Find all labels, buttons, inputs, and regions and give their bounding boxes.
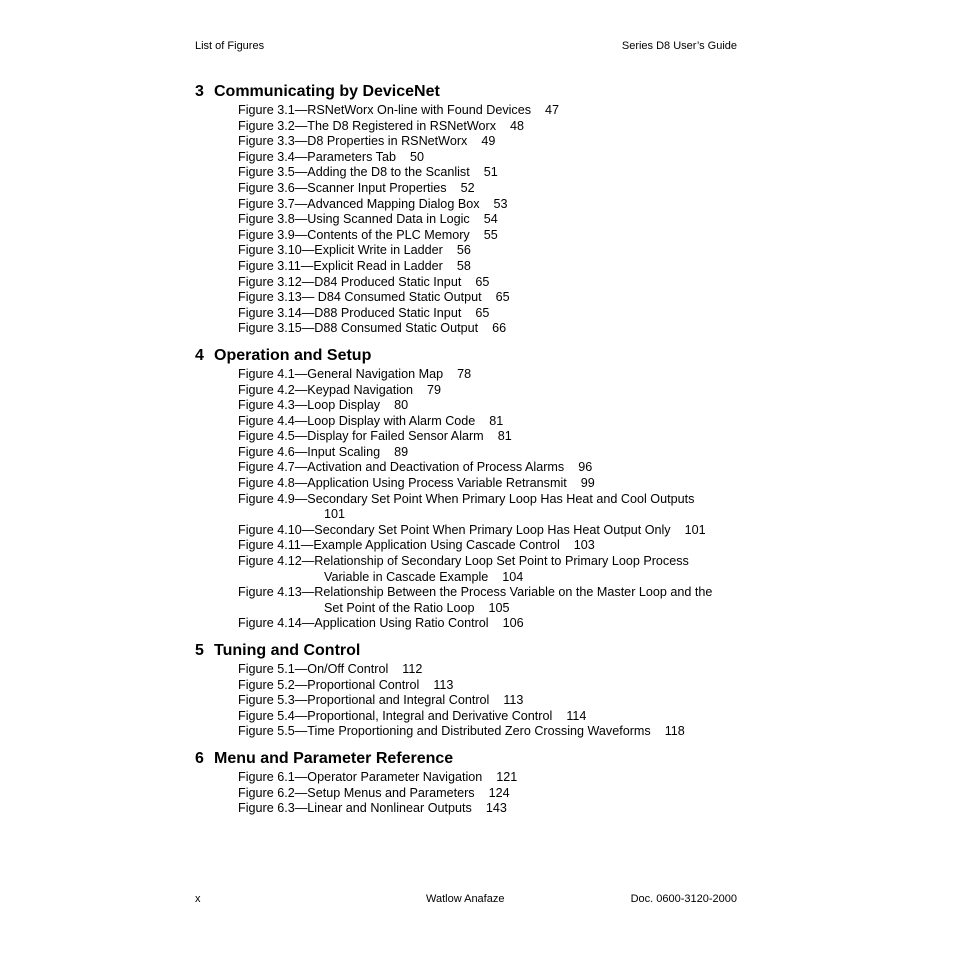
figure-page-number: 58 <box>456 258 471 273</box>
figure-entry[interactable] <box>195 414 755 430</box>
figure-title: Figure 6.3—Linear and Nonlinear Outputs <box>238 801 472 816</box>
figure-title: Figure 4.5—Display for Failed Sensor Alarm <box>238 429 484 444</box>
figure-entry[interactable] <box>195 197 755 213</box>
figure-page-number: 143 <box>485 801 507 816</box>
figure-entry[interactable] <box>195 228 755 244</box>
figure-title: Figure 4.13—Relationship Between the Process Variable on the Master Loop and the <box>238 585 713 600</box>
figure-page-number: 101 <box>324 507 346 522</box>
figure-entry[interactable] <box>195 492 755 523</box>
figure-entry[interactable] <box>195 275 755 291</box>
figure-title: Figure 3.8—Using Scanned Data in Logic <box>238 212 470 227</box>
figure-entry[interactable] <box>195 786 755 802</box>
figure-page-number: 104 <box>502 569 524 584</box>
figure-entry[interactable] <box>195 476 755 492</box>
figure-title: Figure 4.7—Activation and Deactivation of Process Alarms <box>238 460 565 475</box>
figure-entry[interactable] <box>195 367 755 383</box>
figure-entry[interactable] <box>195 616 755 632</box>
figure-title: Figure 4.6—Input Scaling <box>238 444 381 459</box>
figure-title: Figure 5.5—Time Proportioning and Distributed Zero Crossing Waveforms <box>238 724 651 739</box>
figure-title: Figure 4.10—Secondary Set Point When Primary Loop Has Heat Output Only <box>238 522 671 537</box>
figure-page-number: 103 <box>573 538 595 553</box>
figure-entry[interactable] <box>195 445 755 461</box>
figure-page-number: 65 <box>475 274 490 289</box>
figure-title: Figure 4.2—Keypad Navigation <box>238 382 414 397</box>
section-title-text: Menu and Parameter Reference <box>214 749 454 767</box>
figure-title: Figure 5.1—On/Off Control <box>238 662 389 676</box>
section-title-text: Operation and Setup <box>214 346 372 364</box>
figure-title: Figure 3.1—RSNetWorx On-line with Found Devices <box>238 103 532 117</box>
figure-title: Figure 4.8—Application Using Process Variable Retransmit <box>238 476 567 491</box>
figure-title: Figure 6.2—Setup Menus and Parameters <box>238 785 475 800</box>
section-5 <box>195 641 755 740</box>
footer-page-number: x <box>195 893 201 905</box>
figure-page-number: 47 <box>545 103 560 117</box>
figure-page-number: 52 <box>460 180 475 195</box>
figure-page-number: 78 <box>457 366 472 381</box>
section-title <box>195 749 755 768</box>
figure-title: Figure 5.3—Proportional and Integral Control <box>238 693 490 708</box>
figure-page-number: 105 <box>488 600 510 615</box>
header-left: List of Figures <box>195 40 265 52</box>
figure-title: Figure 4.3—Loop Display <box>238 398 381 413</box>
figure-title-continuation <box>238 570 755 586</box>
figure-entry[interactable] <box>195 398 755 414</box>
figure-title-continuation <box>238 601 755 617</box>
figure-page-number: 112 <box>402 662 423 676</box>
figure-entry[interactable] <box>195 693 755 709</box>
figure-entry[interactable] <box>195 103 755 119</box>
figure-page-number: 113 <box>503 693 524 708</box>
figure-entry[interactable] <box>195 290 755 306</box>
figure-page-number: 89 <box>394 444 409 459</box>
section-4 <box>195 346 755 632</box>
figure-page-number: 79 <box>427 382 442 397</box>
figure-title: Figure 3.13— D84 Consumed Static Output <box>238 290 482 305</box>
figure-entry[interactable] <box>195 243 755 259</box>
figure-title: Figure 3.10—Explicit Write in Ladder <box>238 243 443 258</box>
section-title <box>195 346 755 365</box>
figure-page-number: 53 <box>493 196 508 211</box>
figure-title-continuation-text: Variable in Cascade Example <box>324 569 489 584</box>
figure-entry[interactable] <box>195 306 755 322</box>
figure-entry[interactable] <box>195 460 755 476</box>
figure-entry[interactable] <box>195 801 755 817</box>
figure-title: Figure 4.4—Loop Display with Alarm Code <box>238 413 476 428</box>
figure-page-number: 96 <box>578 460 593 475</box>
figure-page-number: 50 <box>409 149 424 164</box>
figure-page-number: 114 <box>566 708 587 723</box>
figure-page-number: 65 <box>495 290 510 305</box>
figure-entry[interactable] <box>195 523 755 539</box>
figure-title: Figure 3.5—Adding the D8 to the Scanlist <box>238 165 470 180</box>
section-number: 3 <box>195 83 204 100</box>
figure-title: Figure 4.11—Example Application Using Cascade Control <box>238 538 560 553</box>
section-number: 6 <box>195 749 204 767</box>
section-title <box>195 641 755 660</box>
figure-title: Figure 6.1—Operator Parameter Navigation <box>238 769 483 784</box>
figure-page-number: 54 <box>483 212 498 227</box>
footer-doc-number: Doc. 0600-3120-2000 <box>630 893 737 905</box>
figure-entry[interactable] <box>195 150 755 166</box>
figure-entry[interactable] <box>195 429 755 445</box>
section-6 <box>195 749 755 817</box>
figure-page-number: 51 <box>483 165 498 180</box>
section-3 <box>195 82 755 337</box>
figure-entry[interactable] <box>195 709 755 725</box>
figure-title: Figure 3.7—Advanced Mapping Dialog Box <box>238 196 480 211</box>
figure-entry[interactable] <box>195 165 755 181</box>
figure-entry[interactable] <box>195 585 755 616</box>
section-number: 5 <box>195 642 204 659</box>
figure-title: Figure 3.2—The D8 Registered in RSNetWorx <box>238 118 497 133</box>
section-title <box>195 82 755 101</box>
figure-title: Figure 4.14—Application Using Ratio Control <box>238 616 489 631</box>
figure-entry[interactable] <box>195 383 755 399</box>
figure-title: Figure 3.12—D84 Produced Static Input <box>238 274 462 289</box>
figure-entry[interactable] <box>195 119 755 135</box>
figure-title: Figure 3.11—Explicit Read in Ladder <box>238 258 443 273</box>
figure-page-number: 48 <box>510 118 525 133</box>
figure-title: Figure 3.6—Scanner Input Properties <box>238 180 447 195</box>
figure-title: Figure 3.15—D88 Consumed Static Output <box>238 321 479 336</box>
figure-title: Figure 5.4—Proportional, Integral and Derivative Control <box>238 708 553 723</box>
figure-title: Figure 3.9—Contents of the PLC Memory <box>238 227 470 242</box>
figure-page-number: 106 <box>502 616 524 631</box>
figure-page-number: 101 <box>684 522 706 537</box>
figure-page-number: 81 <box>489 413 504 428</box>
section-title-text: Tuning and Control <box>214 642 361 659</box>
section-number: 4 <box>195 346 204 364</box>
figure-entry[interactable] <box>195 181 755 197</box>
figure-page-number: 65 <box>475 305 490 320</box>
figure-title: Figure 4.12—Relationship of Secondary Loop Set Point to Primary Loop Process <box>238 554 689 569</box>
figure-title: Figure 3.4—Parameters Tab <box>238 149 396 164</box>
figure-title: Figure 4.1—General Navigation Map <box>238 366 444 381</box>
figure-title-continuation <box>238 507 755 523</box>
figure-entry[interactable] <box>195 678 755 694</box>
figure-page-number: 56 <box>456 243 471 258</box>
figure-title: Figure 5.2—Proportional Control <box>238 677 420 692</box>
figure-page-number: 118 <box>664 724 685 739</box>
figure-title: Figure 3.14—D88 Produced Static Input <box>238 305 462 320</box>
figure-entry[interactable] <box>195 134 755 150</box>
figure-entry[interactable] <box>195 724 755 740</box>
figure-title-continuation-text: Set Point of the Ratio Loop <box>324 600 475 615</box>
figure-page-number: 80 <box>394 398 409 413</box>
figure-entry[interactable] <box>195 259 755 275</box>
figure-page-number: 66 <box>492 321 507 336</box>
figure-title: Figure 4.9—Secondary Set Point When Primary Loop Has Heat and Cool Outputs <box>238 491 695 506</box>
figure-page-number: 124 <box>488 785 510 800</box>
header-right: Series D8 User’s Guide <box>621 40 737 52</box>
figure-entry[interactable] <box>195 321 755 337</box>
figure-entry[interactable] <box>195 212 755 228</box>
figure-entry[interactable] <box>195 554 755 585</box>
figure-entry[interactable] <box>195 662 755 678</box>
figure-title: Figure 3.3—D8 Properties in RSNetWorx <box>238 134 468 149</box>
figure-page-number: 121 <box>496 769 518 784</box>
figure-page-number: 49 <box>481 134 496 149</box>
figure-page-number: 99 <box>580 476 595 491</box>
figure-page-number: 81 <box>497 429 512 444</box>
footer-company: Watlow Anafaze <box>426 893 505 905</box>
figure-list <box>195 82 755 817</box>
figure-page-number: 113 <box>433 677 454 692</box>
figure-entry[interactable] <box>195 770 755 786</box>
figure-entry[interactable] <box>195 538 755 554</box>
figure-page-number: 55 <box>483 227 498 242</box>
section-title-text: Communicating by DeviceNet <box>214 83 440 100</box>
